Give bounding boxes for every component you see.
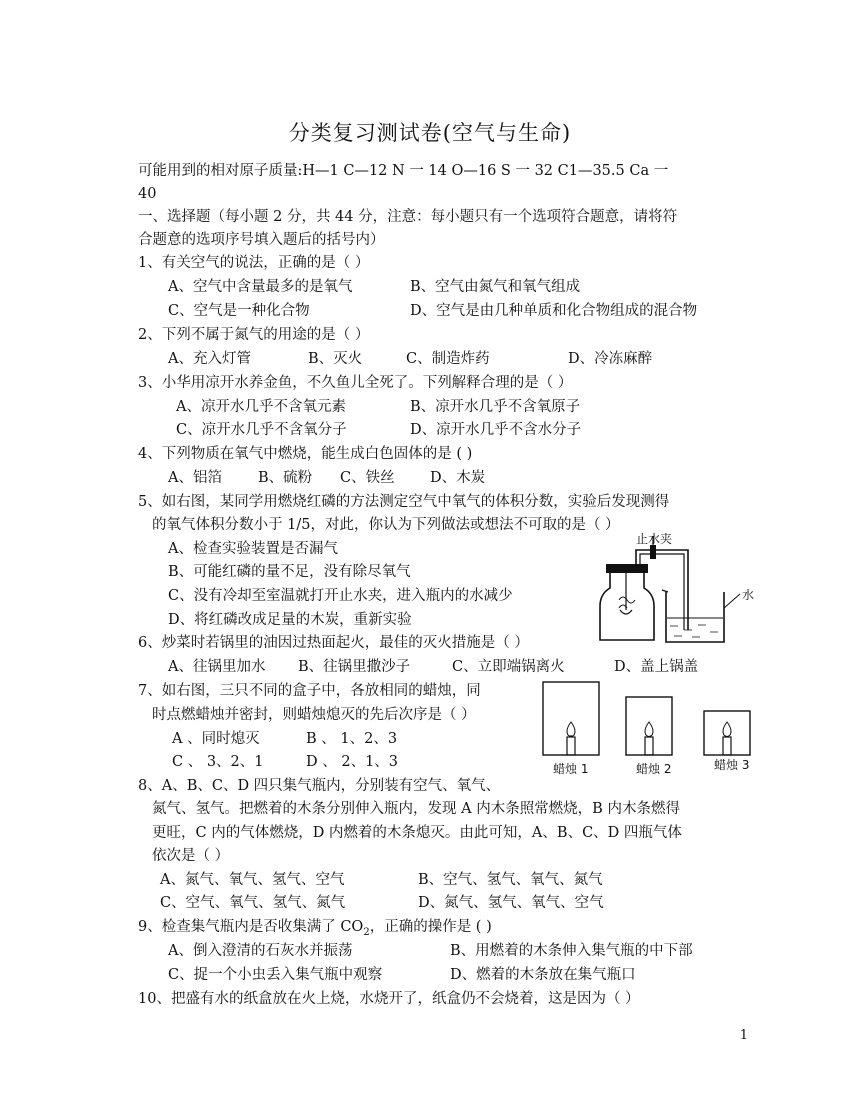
- q7-option-a: A 、同时熄灭: [172, 731, 260, 747]
- q4-option-b: B、硫粉: [258, 470, 313, 486]
- candle-3-label: 蜡烛 3: [714, 758, 750, 772]
- q5-stem-line-2: 的氧气体积分数小于 1/5，对此，你认为下列做法或想法不可取的是（ ）: [152, 517, 620, 533]
- q1-option-b: B、空气由氮气和氧气组成: [410, 279, 581, 295]
- q3-option-b: B、凉开水几乎不含氧原子: [410, 399, 581, 415]
- q1-option-a: A、空气中含量最多的是氧气: [168, 279, 353, 295]
- q6-option-d: D、盖上锅盖: [614, 659, 699, 675]
- q9-option-a: A、倒入澄清的石灰水并振荡: [168, 943, 353, 959]
- q8-option-d: D、氮气、氢气、氧气、空气: [418, 895, 604, 911]
- q7-option-c: C 、 3、2、1: [172, 754, 264, 770]
- q6-option-c: C、立即端锅离火: [452, 659, 565, 675]
- q8-option-c: C、空气、氧气、氢气、氮气: [160, 895, 346, 911]
- page-number: 1: [739, 1028, 748, 1043]
- q2-option-d: D、冷冻麻醉: [568, 351, 653, 367]
- q9-option-b: B、用燃着的木条伸入集气瓶的中下部: [450, 943, 693, 959]
- section-heading-line-2: 合题意的选项序号填入题后的括号内）: [138, 232, 385, 248]
- q9-stem-pre: 9、检查集气瓶内是否收集满了 CO: [138, 919, 364, 935]
- q9-option-d: D、燃着的木条放在集气瓶口: [450, 967, 636, 983]
- q8-stem-line-2: 氮气、氢气。把燃着的木条分别伸入瓶内，发现 A 内木条照常燃烧，B 内木条燃得: [152, 801, 680, 817]
- q2-option-b: B、灭火: [308, 351, 363, 367]
- atomic-masses-line-2: 40: [138, 186, 157, 202]
- q8-option-a: A、氮气、氧气、氢气、空气: [160, 872, 345, 888]
- q8-option-b: B、空气、氢气、氧气、氮气: [418, 872, 603, 888]
- q7-candle-figure: [540, 680, 780, 780]
- q9-stem: [138, 918, 492, 942]
- q8-stem-line-1: 8、A、B、C、D 四只集气瓶内，分别装有空气、氧气、: [138, 778, 501, 794]
- atomic-masses-line-1: 可能用到的相对原子质量:H—1 C—12 N 一 14 O—16 S 一 32 C1—35.5 Ca 一: [138, 163, 669, 179]
- q4-option-c: C、铁丝: [340, 470, 395, 486]
- q6-option-a: A、往锅里加水: [168, 659, 266, 675]
- q7-stem-line-2: 时点燃蜡烛并密封，则蜡烛熄灭的先后次序是（ ）: [152, 707, 476, 723]
- q4-stem: 4、下列物质在氧气中燃烧，能生成白色固体的是 ( ): [138, 446, 473, 462]
- q5-option-b: B、可能红磷的量不足，没有除尽氧气: [168, 564, 411, 580]
- q4-option-a: A、铝箔: [168, 470, 222, 486]
- clamp-label: 止水夹: [636, 532, 673, 546]
- q1-option-d: D、空气是由几种单质和化合物组成的混合物: [410, 303, 698, 319]
- q6-stem: 6、炒菜时若锅里的油因过热面起火，最佳的灭火措施是（ ）: [138, 635, 529, 651]
- q6-option-b: B、往锅里撒沙子: [298, 659, 411, 675]
- q9-option-c: C、捉一个小虫丢入集气瓶中观察: [168, 967, 383, 983]
- q10-stem: 10、把盛有水的纸盒放在火上烧，水烧开了，纸盒仍不会烧着，这是因为（ ）: [138, 991, 640, 1007]
- q1-stem: 1、有关空气的说法，正确的是（ ）: [138, 255, 370, 271]
- candle-2-label: 蜡烛 2: [636, 762, 672, 776]
- candle-1-label: 蜡烛 1: [553, 762, 589, 776]
- q5-option-c: C、没有冷却至室温就打开止水夹，进入瓶内的水减少: [168, 588, 513, 604]
- section-heading-line-1: 一、选择题（每小题 2 分，共 44 分，注意：每小题只有一个选项符合题意，请将符: [138, 209, 678, 225]
- q5-stem-line-1: 5、如右图，某同学用燃烧红磷的方法测定空气中氧气的体积分数，实验后发现测得: [138, 494, 670, 510]
- q8-stem-line-4: 依次是（ ）: [152, 848, 230, 864]
- q5-apparatus-figure: [592, 530, 762, 650]
- q3-option-c: C、凉开水几乎不含氧分子: [176, 422, 347, 438]
- q3-option-d: D、凉开水几乎不含水分子: [410, 422, 582, 438]
- q7-stem-line-1: 7、如右图，三只不同的盒子中，各放相同的蜡烛，同: [138, 683, 481, 699]
- q5-option-d: D、将红磷改成足量的木炭，重新实验: [168, 612, 412, 628]
- page-title: 分类复习测试卷(空气与生命): [288, 121, 572, 145]
- water-label: 水: [742, 588, 755, 602]
- q3-stem: 3、小华用凉开水养金鱼，不久鱼儿全死了。下列解释合理的是（ ）: [138, 375, 573, 391]
- q8-stem-line-3: 更旺，C 内的气体燃烧，D 内燃着的木条熄灭。由此可知，A、B、C、D 四瓶气体: [152, 825, 682, 841]
- q2-option-a: A、充入灯管: [168, 351, 251, 367]
- q7-option-d: D 、 2、1、3: [306, 754, 399, 770]
- q2-stem: 2、下列不属于氮气的用途的是（ ）: [138, 327, 370, 343]
- q9-stem-post: ，正确的操作是 ( ): [369, 919, 492, 935]
- q9-stem-subscript: 2: [363, 926, 370, 938]
- q5-option-a: A、检查实验装置是否漏气: [168, 541, 338, 557]
- q3-option-a: A、凉开水几乎不含氧元素: [176, 399, 346, 415]
- q1-option-c: C、空气是一种化合物: [168, 303, 310, 319]
- q2-option-c: C、制造炸药: [406, 351, 490, 367]
- q7-option-b: B 、 1、2、3: [306, 731, 398, 747]
- q4-option-d: D、木炭: [430, 470, 486, 486]
